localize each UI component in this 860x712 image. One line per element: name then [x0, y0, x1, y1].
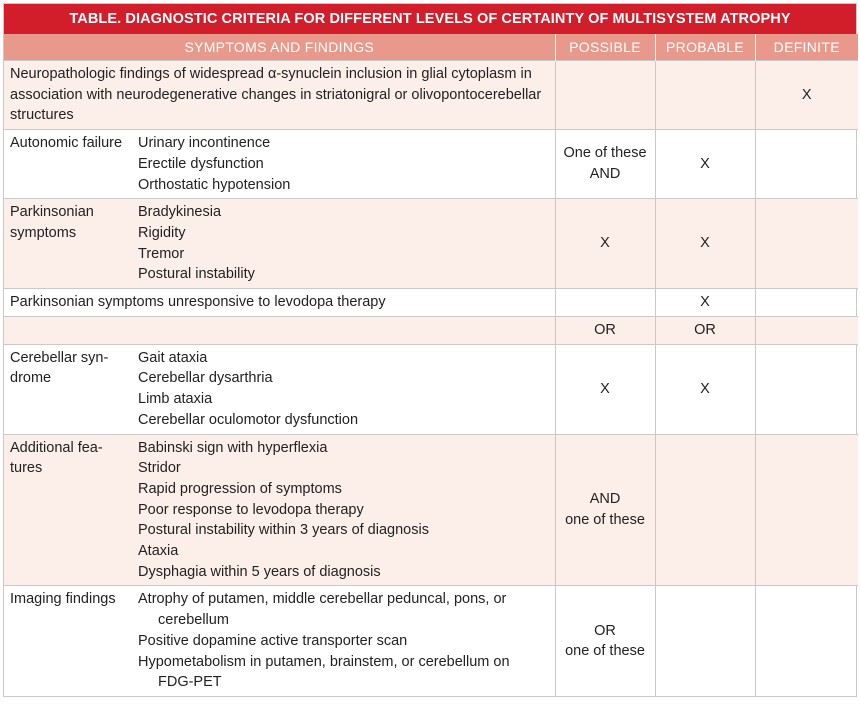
list-item: Postural instability: [138, 266, 255, 283]
row-unresponsive-possible: [555, 289, 655, 317]
header-definite: DEFINITE: [755, 34, 858, 61]
possible-line: AND: [589, 491, 621, 508]
row-unresponsive-definite: [755, 289, 858, 317]
list-item: Ataxia: [138, 543, 179, 560]
criteria-table: [4, 34, 858, 696]
list-item: Erectile dysfunction: [138, 155, 264, 172]
row-imaging-probable: [655, 586, 755, 696]
table-row: [4, 199, 858, 289]
list-item: Bradykinesia: [138, 204, 222, 221]
row-neuropath-possible: [555, 61, 655, 130]
row-additional-definite: [755, 434, 858, 586]
list-item: Stridor: [138, 460, 181, 477]
possible-line: AND: [589, 166, 621, 183]
row-cerebellar-probable: X: [655, 344, 755, 434]
list-item: Orthostatic hypotension: [138, 176, 291, 193]
list-item: Limb ataxia: [138, 391, 213, 408]
row-or-definite: [755, 316, 858, 344]
table-row: [4, 434, 858, 586]
row-cerebellar-possible: X: [555, 344, 655, 434]
table-row: [4, 344, 858, 434]
row-or-possible: OR: [555, 316, 655, 344]
row-unresponsive-probable: X: [655, 289, 755, 317]
row-neuropath-probable: [655, 61, 755, 130]
list-item: Urinary incontinence: [138, 135, 271, 152]
row-parkinsonian-items: [134, 199, 555, 289]
header-row: [4, 34, 858, 61]
row-imaging-possible: [555, 586, 655, 696]
row-or-probable: OR: [655, 316, 755, 344]
table-row: [4, 586, 858, 696]
row-additional-category: Additional fea-tures: [4, 434, 134, 586]
row-imaging-items: [134, 586, 555, 696]
table-row: [4, 316, 858, 344]
list-item: Cerebellar dysarthria: [138, 370, 273, 387]
row-parkinsonian-definite: [755, 199, 858, 289]
table-title: TABLE. DIAGNOSTIC CRITERIA FOR DIFFERENT LEVELS OF CERTAINTY OF MULTISYSTEM ATROPHY: [4, 4, 856, 34]
row-additional-probable: [655, 434, 755, 586]
possible-line: one of these: [565, 512, 645, 528]
row-autonomic-definite: [755, 130, 858, 199]
row-imaging-definite: [755, 586, 858, 696]
row-autonomic-category: Autonomic failure: [4, 130, 134, 199]
table-row: [4, 130, 858, 199]
row-additional-possible: [555, 434, 655, 586]
list-item: Babinski sign with hyperflexia: [138, 439, 328, 456]
row-cerebellar-items: [134, 344, 555, 434]
row-or-blank: [4, 316, 555, 344]
list-item: Positive dopamine active transporter scan: [138, 632, 408, 649]
row-neuropath-definite: X: [755, 61, 858, 130]
row-cerebellar-definite: [755, 344, 858, 434]
row-parkinsonian-possible: X: [555, 199, 655, 289]
row-parkinsonian-probable: X: [655, 199, 755, 289]
possible-line: one of these: [565, 643, 645, 660]
list-item: Postural instability within 3 years of diagnosis: [138, 522, 429, 539]
list-item: Dysphagia within 5 years of diagnosis: [138, 563, 381, 580]
list-item: Hypometabolism in putamen, brainstem, or cerebellum on FDG-PET: [138, 653, 510, 691]
list-item: Rapid progression of symptoms: [138, 480, 342, 497]
possible-line: One of these: [563, 145, 647, 162]
list-item: Atrophy of putamen, middle cerebellar peduncal, pons, or cerebellum: [138, 591, 507, 629]
row-cerebellar-category: Cerebellar syn-drome: [4, 344, 134, 434]
header-probable: PROBABLE: [655, 34, 755, 61]
list-item: Poor response to levodopa therapy: [138, 501, 364, 518]
row-additional-items: [134, 434, 555, 586]
header-symptoms: SYMPTOMS AND FINDINGS: [4, 34, 555, 61]
row-autonomic-items: [134, 130, 555, 199]
row-neuropath-text: Neuropathologic findings of widespread α-synuclein inclusion in glial cytoplasm in association with neurodegenerative changes in striatonigral or olivopontocerebellar structures: [4, 61, 555, 130]
row-imaging-category: Imaging findings: [4, 586, 134, 696]
criteria-table-container: [3, 3, 857, 697]
row-parkinsonian-category: Parkinsonian symptoms: [4, 199, 134, 289]
possible-line: OR: [594, 622, 616, 639]
row-autonomic-probable: X: [655, 130, 755, 199]
list-item: Cerebellar oculomotor dysfunction: [138, 411, 359, 428]
row-autonomic-possible: [555, 130, 655, 199]
header-possible: POSSIBLE: [555, 34, 655, 61]
list-item: Rigidity: [138, 224, 186, 241]
list-item: Gait ataxia: [138, 349, 208, 366]
table-row: [4, 61, 858, 130]
table-row: [4, 289, 858, 317]
row-unresponsive-text: Parkinsonian symptoms unresponsive to levodopa therapy: [4, 289, 555, 317]
list-item: Tremor: [138, 245, 185, 262]
